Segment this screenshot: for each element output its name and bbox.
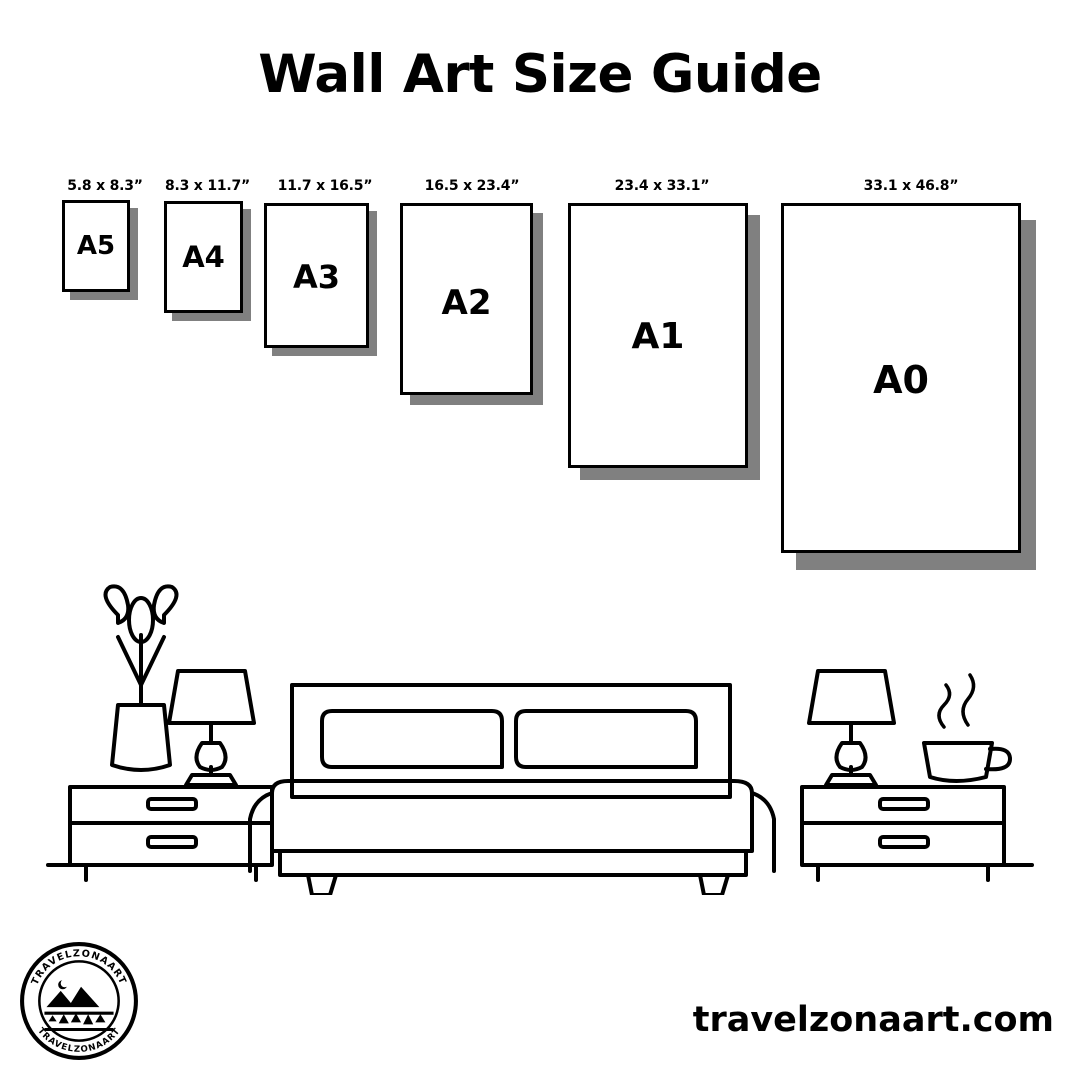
frame-dims-a1: 23.4 x 33.1” xyxy=(614,178,710,194)
frame-box-a5[interactable] xyxy=(62,200,130,292)
table-lamp-right-icon xyxy=(809,671,894,785)
bedroom-scene-illustration xyxy=(40,575,1040,895)
frame-group-a0[interactable] xyxy=(778,180,1040,590)
frame-group-a2[interactable] xyxy=(395,180,555,430)
frame-label-a2: A2 xyxy=(441,283,492,323)
frame-dims-a5: 5.8 x 8.3” xyxy=(67,178,143,194)
coffee-cup-icon xyxy=(924,675,1010,781)
page-title: Wall Art Size Guide xyxy=(258,44,822,105)
brand-logo[interactable] xyxy=(18,940,140,1062)
frame-label-a5: A5 xyxy=(76,231,116,261)
frame-group-a1[interactable] xyxy=(565,180,765,500)
frame-label-a3: A3 xyxy=(292,258,341,296)
frame-dims-a0: 33.1 x 46.8” xyxy=(863,178,959,194)
logo-text-bottom: TRAVELZONAART xyxy=(35,1026,123,1055)
frame-group-a4[interactable] xyxy=(155,180,265,330)
frame-group-a3[interactable] xyxy=(260,180,390,380)
frame-box-a4[interactable] xyxy=(164,201,243,313)
frame-box-a2[interactable] xyxy=(400,203,533,395)
nightstand-right-icon xyxy=(802,787,1004,880)
bed-icon xyxy=(250,685,774,895)
frame-label-a0: A0 xyxy=(873,358,929,402)
frame-box-a3[interactable] xyxy=(264,203,369,348)
logo-text-top: TRAVELZONAART xyxy=(29,948,129,987)
frame-label-a4: A4 xyxy=(182,240,225,274)
frame-dims-a4: 8.3 x 11.7” xyxy=(164,178,251,194)
frame-dims-a3: 11.7 x 16.5” xyxy=(277,178,373,194)
nightstand-left-icon xyxy=(70,787,272,880)
vase-with-plant-icon xyxy=(106,586,177,770)
frame-label-a1: A1 xyxy=(631,316,685,357)
frame-box-a1[interactable] xyxy=(568,203,748,468)
table-lamp-left-icon xyxy=(169,671,254,785)
frame-group-a5[interactable] xyxy=(60,180,150,310)
logo-mountain-scene xyxy=(44,979,113,1029)
frame-dims-a2: 16.5 x 23.4” xyxy=(424,178,520,194)
frame-box-a0[interactable] xyxy=(781,203,1021,553)
website-url[interactable]: travelzonaart.com xyxy=(692,1000,1054,1040)
